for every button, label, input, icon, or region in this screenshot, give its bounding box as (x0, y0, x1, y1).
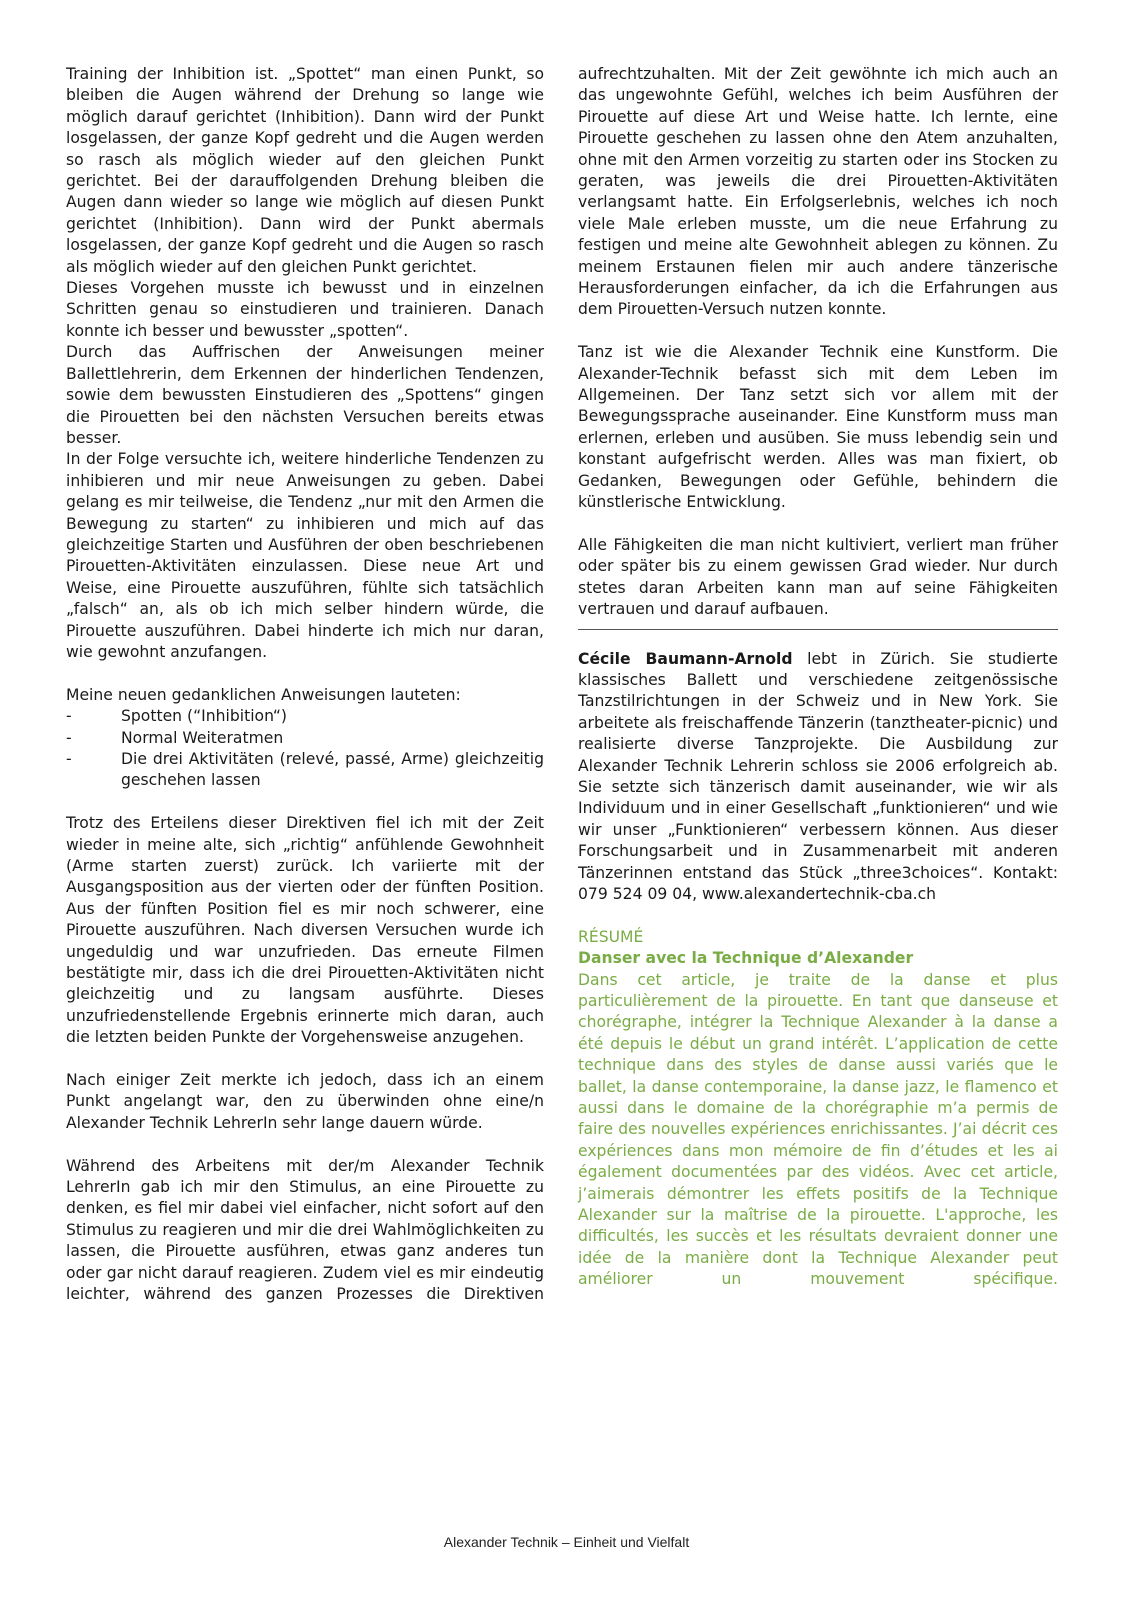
resume-text: Dans cet article, je traite de la danse et plus particulièrement de la pirouette. En tant que danseuse et chorégraphe, intégrer la Technique Alexander à la danse a été depuis le début un grand intérêt. L’application de cette technique dans des styles de danse aussi variés que le ballet, la danse contemporaine, la danse jazz, le flamenco et aussi dans le domaine de la chorégraphie m’a permis de faire des nouvelles expériences enrichissantes. J’ai décrit ces expériences dans mon mémoire de fin d’études et les ai également documentées par des vidéos. Avec cet article, j’aimerais démontrer les effets positifs de la Technique Alexander sur la maîtrise de la pirouette. L'approche, les difficultés, les succès et les résultats devraient donner une idée de la manière dont la Technique Alexander peut améliorer un mouvement spécifique. (578, 970, 1058, 1289)
author-bio-text: lebt in Zürich. Sie studierte klassisches Ballett und verschiedene zeitgenössische Tanzstilrichtungen in der Schweiz und in New York. Sie arbeitete als freischaffende Tänzerin (tanztheater-picnic) und realisierte diverse Tanzprojekte. Die Ausbildung zur Alexander Technik Lehrerin schloss sie 2006 erfolgreich ab. Sie setzte sich tänzerisch damit auseinander, wie wir als Individuum und in einer Gesellschaft „funktionieren“ und wie wir unser „Funktionieren“ verbessern können. Aus dieser Forschungsarbeit und in Zusammenarbeit mit anderen Tänzerinnen entstand das Stück „three3choices“. Kontakt: 079 524 09 04, www.alexandertechnik-cba.ch (578, 649, 1058, 903)
resume-section (578, 927, 1058, 1291)
directives-list (66, 706, 544, 792)
list-item: - Normal Weiteratmen (66, 728, 284, 747)
author-name: Cécile Baumann-Arnold (578, 649, 793, 668)
body-paragraph: In der Folge versuchte ich, weitere hinderliche Tendenzen zu inhibieren und mir neue Anweisungen zu geben. Dabei gelang es mir teilweise, die Tendenz „nur mit den Armen die Bewegung zu starten“ zu inhibieren und mich auf das gleichzeitige Starten und Ausführen der oben beschriebenen Pirouetten-Aktivitäten einzulassen. Diese neue Art und Weise, eine Pirouette auszuführen, fühlte sich tatsächlich „falsch“ an, als ob ich mich selber hindern würde, die Pirouette auszuführen. Dabei hinderte ich mich nur daran, wie gewohnt anzufangen. (66, 450, 544, 661)
body-paragraph: Während des Arbeitens mit der/m Alexander Technik LehrerIn gab ich mir den Stimulus, an eine Pirouette zu denken, es fiel mir dabei viel einfacher, nicht sofort auf den Stimulus zu reagieren und mir die drei Wahlmöglichkeiten zu lassen, die Pirouette ausführen, etwas ganz anderes tun oder gar nicht darauf reagieren. Zudem viel es mir eindeutig leichter, während des ganzen Prozesses die Direktiven (66, 1156, 544, 1304)
list-item: - Spotten (“Inhibition“) (66, 707, 287, 726)
resume-label: RÉSUMÉ (578, 927, 644, 946)
body-paragraph: Training der Inhibition ist. „Spottet“ man einen Punkt, so bleiben die Augen während der Drehung so lange wie möglich darauf gerichtet (Inhibition). Dann wird der Punkt losgelassen, der ganze Kopf gedreht und die Augen werden so rasch als möglich wieder auf den gleichen Punkt gerichtet. Bei der darauffolgenden Drehung bleiben die Augen dann wieder so lange wie möglich auf diesen Punkt gerichtet (Inhibition). Dann wird der Punkt abermals losgelassen, der ganze Kopf gedreht und die Augen so rasch als möglich wieder auf den gleichen Punkt gerichtet. (66, 65, 544, 276)
resume-title: Danser avec la Technique d’Alexander (578, 949, 914, 968)
list-intro: Meine neuen gedanklichen Anweisungen lauteten: (66, 685, 461, 704)
body-paragraph: aufrechtzuhalten. Mit der Zeit gewöhnte ich mich auch an das ungewohnte Gefühl, welches ich beim Ausführen der Pirouette auf diese Art und Weise hatte. Ich lernte, eine Pirouette geschehen zu lassen ohne den Atem anzuhalten, ohne mit den Armen vorzeitig zu starten oder ins Stocken zu geraten, was jeweils die drei Pirouetten-Aktivitäten verlangsamt hatte. Ein Erfolgserlebnis, welches ich noch viele Male erleben musste, um die neue Erfahrung zu festigen und meine alte Gewohnheit ablegen zu können. Zu meinem Erstaunen fielen mir auch andere tänzerische Herausforderungen einfacher, da ich die Erfahrungen aus dem Pirouetten-Versuch nutzen konnte. (578, 65, 1058, 319)
left-column (66, 64, 544, 1306)
body-paragraph: Alle Fähigkeiten die man nicht kultiviert, verliert man früher oder später bis zu einem gewissen Grad wieder. Nur durch stetes daran Arbeiten kann man auf seine Fähigkeiten vertrauen und darauf aufbauen. (578, 535, 1058, 619)
list-item: - Die drei Aktivitäten (relevé, passé, Arme) gleichzeitig geschehen lassen (66, 749, 544, 790)
author-bio (578, 649, 1058, 906)
body-paragraph: Durch das Auffrischen der Anweisungen meiner Ballettlehrerin, dem Erkennen der hinderlichen Tendenzen, sowie dem bewussten Einstudieren des „Spottens“ gingen die Pirouetten bei den nächsten Versuchen bereits etwas besser. (66, 343, 544, 447)
body-paragraph: Dieses Vorgehen musste ich bewusst und in einzelnen Schritten genau so einstudieren und trainieren. Danach konnte ich besser und bewusster „spotten“. (66, 279, 544, 340)
body-paragraph: Tanz ist wie die Alexander Technik eine Kunstform. Die Alexander-Technik befasst sich mit dem Leben im Allgemeinen. Der Tanz setzt sich vor allem mit der Bewegungssprache auseinander. Eine Kunstform muss man erlernen, erleben und ausüben. Sie muss lebendig sein und konstant aufgefrischt werden. Alles was man fixiert, ob Gedanken, Bewegungen oder Gefühle, behindern die künstlerische Entwicklung. (578, 343, 1058, 512)
body-paragraph: Trotz des Erteilens dieser Direktiven fiel ich mit der Zeit wieder in meine alte, sich „richtig“ anfühlende Gewohnheit (Arme starten zuerst) zurück. Ich variierte mit der Ausgangsposition aus der vierten oder der fünften Position. Aus der fünften Position fiel es mir noch schwerer, eine Pirouette auszuführen. Nach diversen Versuchen wurde ich ungeduldig und war unzufrieden. Das erneute Filmen bestätigte mir, dass ich die drei Pirouetten-Aktivitäten nicht gleichzeitig und zu langsam ausführte. Dieses unzufriedenstellende Ergebnis erinnerte mich daran, auch die letzten beiden Punkte der Vorgehensweise anzugehen. (66, 814, 544, 1047)
right-column (578, 64, 1058, 1291)
separator-rule (578, 629, 1058, 630)
body-paragraph: Nach einiger Zeit merkte ich jedoch, dass ich an einem Punkt angelangt war, den zu überwinden ohne eine/n Alexander Technik LehrerIn sehr lange dauern würde. (66, 1071, 544, 1132)
page-footer: Alexander Technik – Einheit und Vielfalt (443, 1534, 690, 1550)
